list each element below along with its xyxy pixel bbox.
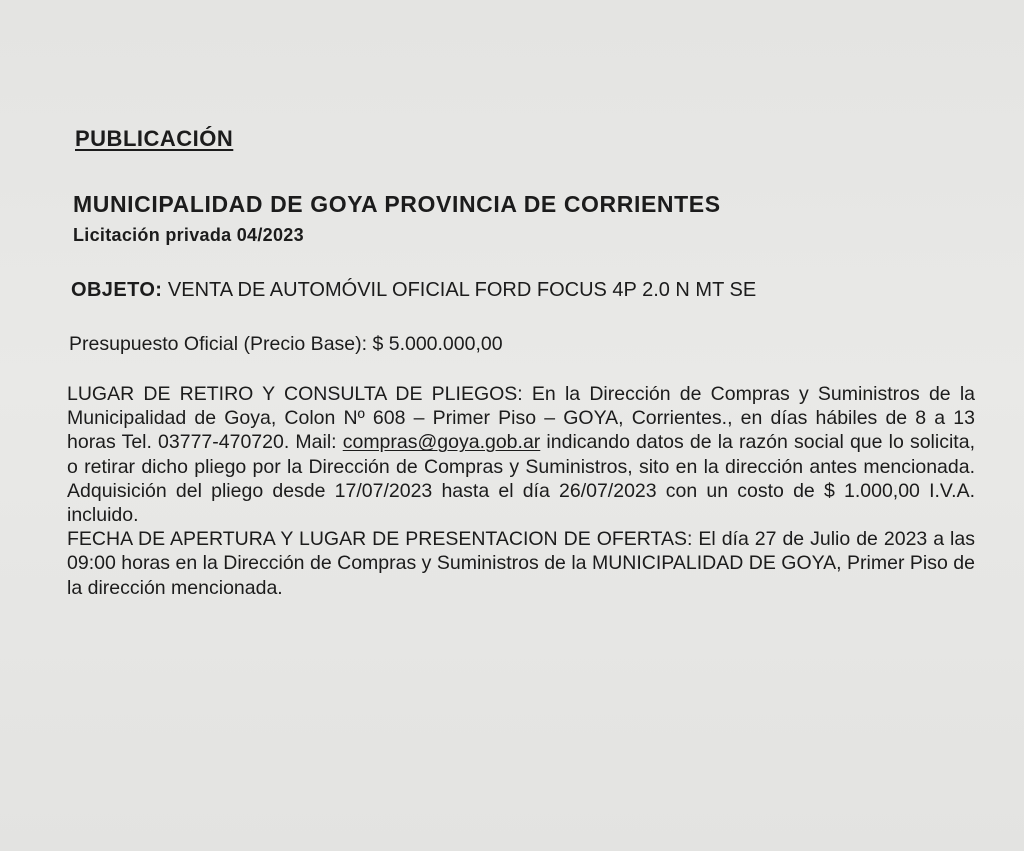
publication-heading: PUBLICACIÓN	[75, 126, 234, 151]
budget-line: Presupuesto Oficial (Precio Base): $ 5.000.000,00	[69, 333, 503, 355]
retiro-text-2: indicando datos de la razón social que lo solicita, o retirar dicho pliego por la Dirección de Compras y Suministros, sito en la dirección antes mencionada. Adquisición del pliego desde 17/07/2023 hasta el día 26/07/2023 con un costo de $ 1.000,00 I.V.A. incluido.	[67, 431, 975, 527]
tender-number: Licitación privada 04/2023	[73, 225, 304, 245]
objeto-text: VENTA DE AUTOMÓVIL OFICIAL FORD FOCUS 4P 2.0 N MT SE	[162, 279, 757, 301]
objeto-label: OBJETO:	[71, 279, 163, 301]
apertura-paragraph: FECHA DE APERTURA Y LUGAR DE PRESENTACION DE OFERTAS: El día 27 de Julio de 2023 a las 09:00 horas en la Dirección de Compras y Suministros de la MUNICIPALIDAD DE GOYA, Primer Piso de la dirección mencionada.	[67, 528, 975, 599]
organization-title: MUNICIPALIDAD DE GOYA PROVINCIA DE CORRIENTES	[73, 191, 721, 217]
objeto-line	[71, 279, 756, 302]
document-body	[67, 382, 975, 600]
retiro-text-1: LUGAR DE RETIRO Y CONSULTA DE PLIEGOS: En la Dirección de Compras y Suministros de la Municipalidad de Goya, Colon Nº 608 – Primer Piso – GOYA, Corrientes., en días hábiles de 8 a 13 horas Tel. 03777-470720. Mail:	[67, 383, 975, 454]
retiro-paragraph	[67, 382, 975, 527]
email-link[interactable]: compras@goya.gob.ar	[342, 431, 541, 454]
